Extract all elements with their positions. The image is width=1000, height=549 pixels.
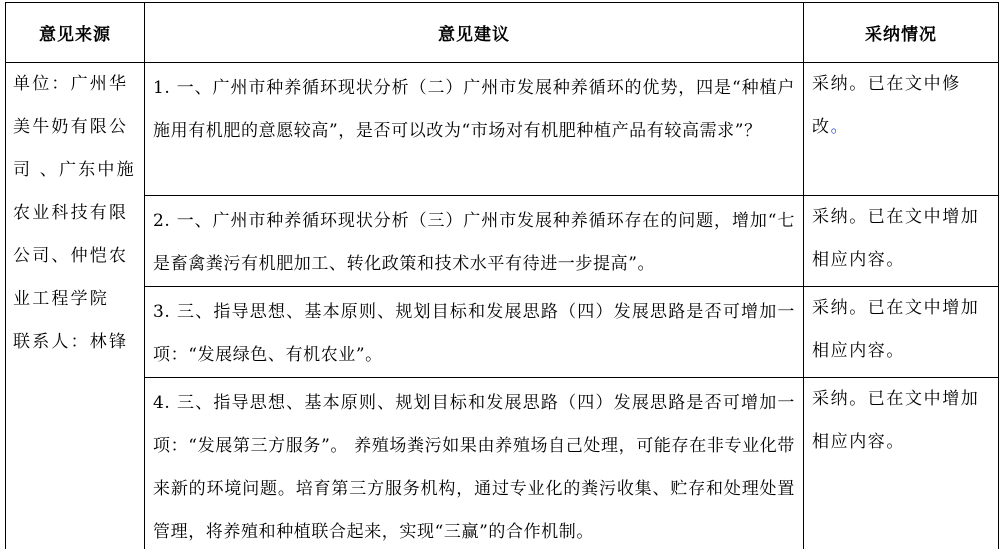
source-line: 农业科技有限 bbox=[13, 203, 129, 223]
source-line: 联系人：林锋 bbox=[13, 332, 129, 352]
opinions-table bbox=[5, 2, 999, 549]
header-adoption: 采纳情况 bbox=[804, 3, 999, 63]
header-suggestion: 意见建议 bbox=[145, 3, 804, 63]
adoption-cell bbox=[804, 196, 999, 287]
source-cell bbox=[6, 63, 145, 549]
adoption-text: 采纳。已在文中增加相应内容。 bbox=[812, 389, 980, 452]
source-line: 业工程学院 bbox=[13, 289, 109, 309]
table-header-row bbox=[6, 3, 999, 63]
suggestion-cell bbox=[145, 378, 804, 549]
source-line: 司 、广东中施 bbox=[13, 160, 136, 180]
adoption-label: 采纳。已在文中修改 bbox=[812, 74, 961, 137]
adoption-cell bbox=[804, 378, 999, 549]
suggestion-cell bbox=[145, 63, 804, 196]
table-row bbox=[6, 287, 999, 378]
adoption-cell bbox=[804, 287, 999, 378]
source-line: 公司、仲恺农 bbox=[13, 246, 129, 266]
adoption-text: 采纳。已在文中增加相应内容。 bbox=[812, 207, 980, 270]
suggestion-cell bbox=[145, 287, 804, 378]
adoption-cell bbox=[804, 63, 999, 196]
table-row bbox=[6, 63, 999, 196]
adoption-text: 采纳。已在文中增加相应内容。 bbox=[812, 298, 980, 361]
suggestion-text: 3. 三、指导思想、基本原则、规划目标和发展思路（四）发展思路是否可增加一项：“发展绿色、有机农业”。 bbox=[153, 302, 795, 365]
source-line: 单位：广州华 bbox=[13, 74, 129, 94]
suggestion-text: 2. 一、广州市种养循环现状分析（三）广州市发展种养循环存在的问题，增加“七是畜禽粪污有机肥加工、转化政策和技术水平有待进一步提高”。 bbox=[153, 211, 795, 274]
adoption-text bbox=[804, 63, 998, 149]
suggestion-text: 1. 一、广州市种养循环现状分析（二）广州市发展种养循环的优势，四是“种植户施用有机肥的意愿较高”，是否可以改为“市场对有机肥种植产品有较高需求”？ bbox=[153, 78, 795, 141]
suggestion-text: 4. 三、指导思想、基本原则、规划目标和发展思路（四）发展思路是否可增加一项：“发展第三方服务”。 养殖场粪污如果由养殖场自己处理，可能存在非专业化带来新的环境问题。培育第三方服务机构，通过专业化的粪污收集、贮存和处理处置管理，将养殖和种植联合起来，实现“三赢”的合作机制。 bbox=[153, 393, 795, 542]
suggestion-cell bbox=[145, 196, 804, 287]
source-line: 美牛奶有限公 bbox=[13, 117, 129, 137]
source-text bbox=[6, 63, 144, 364]
adoption-end-mark: 。 bbox=[830, 117, 850, 137]
header-source: 意见来源 bbox=[6, 3, 145, 63]
table-row bbox=[6, 196, 999, 287]
table-row bbox=[6, 378, 999, 549]
